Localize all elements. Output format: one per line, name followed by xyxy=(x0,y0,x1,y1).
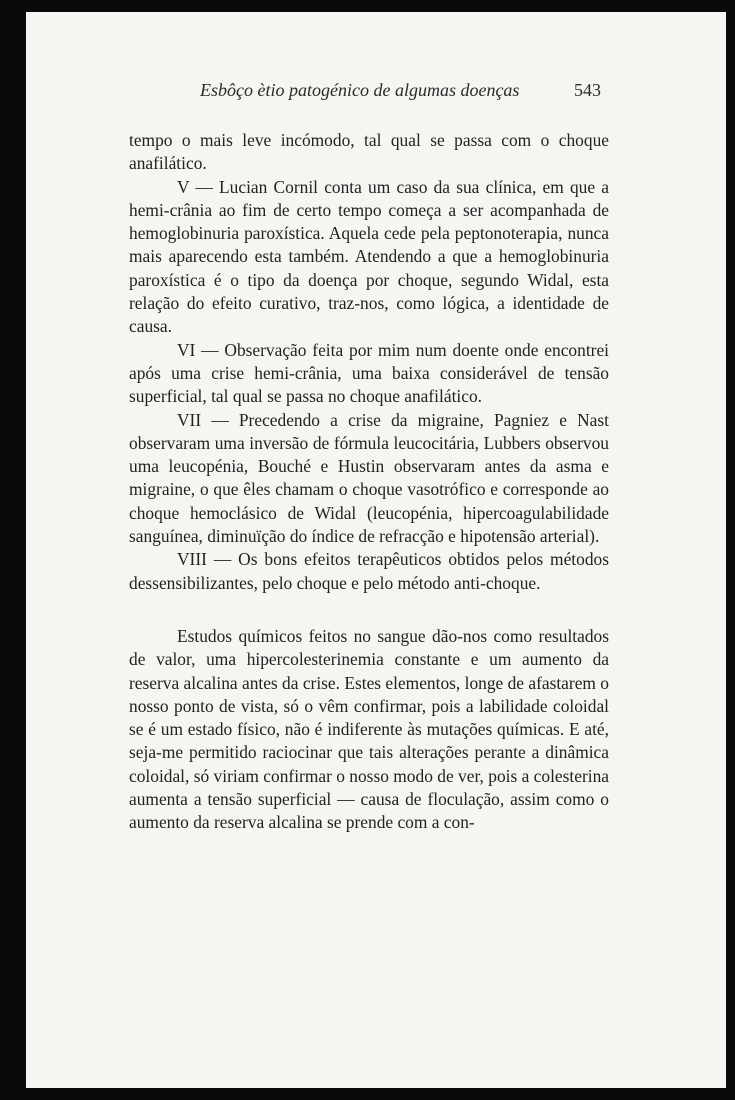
body-text xyxy=(129,129,609,835)
book-page xyxy=(26,12,726,1088)
paragraph-chemical-studies: Estudos químicos feitos no sangue dão-nos como resultados de valor, uma hipercolesterinemia constante e um aumento da reserva alcalina antes da crise. Estes elementos, longe de afastarem o nosso ponto de vista, só o vêm confirmar, pois a labilidade coloidal se é um estado físico, não é indiferente às mutações químicas. E até, seja-me permitido raciocinar que tais alterações perante a dinâmica coloidal, só viriam confirmar o nosso modo de ver, pois a colesterina aumenta a tensão superficial — causa de floculação, assim como o aumento da reserva alcalina se prende com a con- xyxy=(129,625,609,833)
running-header xyxy=(176,80,601,108)
paragraph-item-vi: VI — Observação feita por mim num doente onde encontrei após uma crise hemi-crânia, uma baixa considerável de tensão superficial, tal qual se passa no choque anafilático. xyxy=(129,339,609,407)
paragraph-item-vii: VII — Precedendo a crise da migraine, Pagniez e Nast observaram uma inversão de fórmula leucocitária, Lubbers observou uma leucopénia, Bouché e Hustin observaram antes da asma e migraine, o que êles chamam o choque vasotrófico e corresponde ao choque hemoclásico de Widal (leucopénia, hipercoagulabilidade sanguínea, diminuïção do índice de refracção e hipotensão arterial). xyxy=(129,409,609,547)
page-number: 543 xyxy=(574,80,601,100)
paragraph-continuation: tempo o mais leve incómodo, tal qual se passa com o choque anafilático. xyxy=(129,130,609,174)
paragraph-item-v: V — Lucian Cornil conta um caso da sua clínica, em que a hemi-crânia ao fim de certo tempo começa a ser acompanhada de hemoglobinuria paroxística. Aquela cede pela peptonoterapia, nunca mais aparecendo esta também. Atendendo a que a hemoglobinuria paroxística é o tipo da doença por choque, segundo Widal, esta relação do efeito curativo, traz-nos, como lógica, a identidade de causa. xyxy=(129,176,609,337)
running-title: Esbôço ètio patogénico de algumas doenças xyxy=(200,80,520,100)
paragraph-item-viii: VIII — Os bons efeitos terapêuticos obtidos pelos métodos dessensibilizantes, pelo choque e pelo método anti-choque. xyxy=(129,549,609,593)
